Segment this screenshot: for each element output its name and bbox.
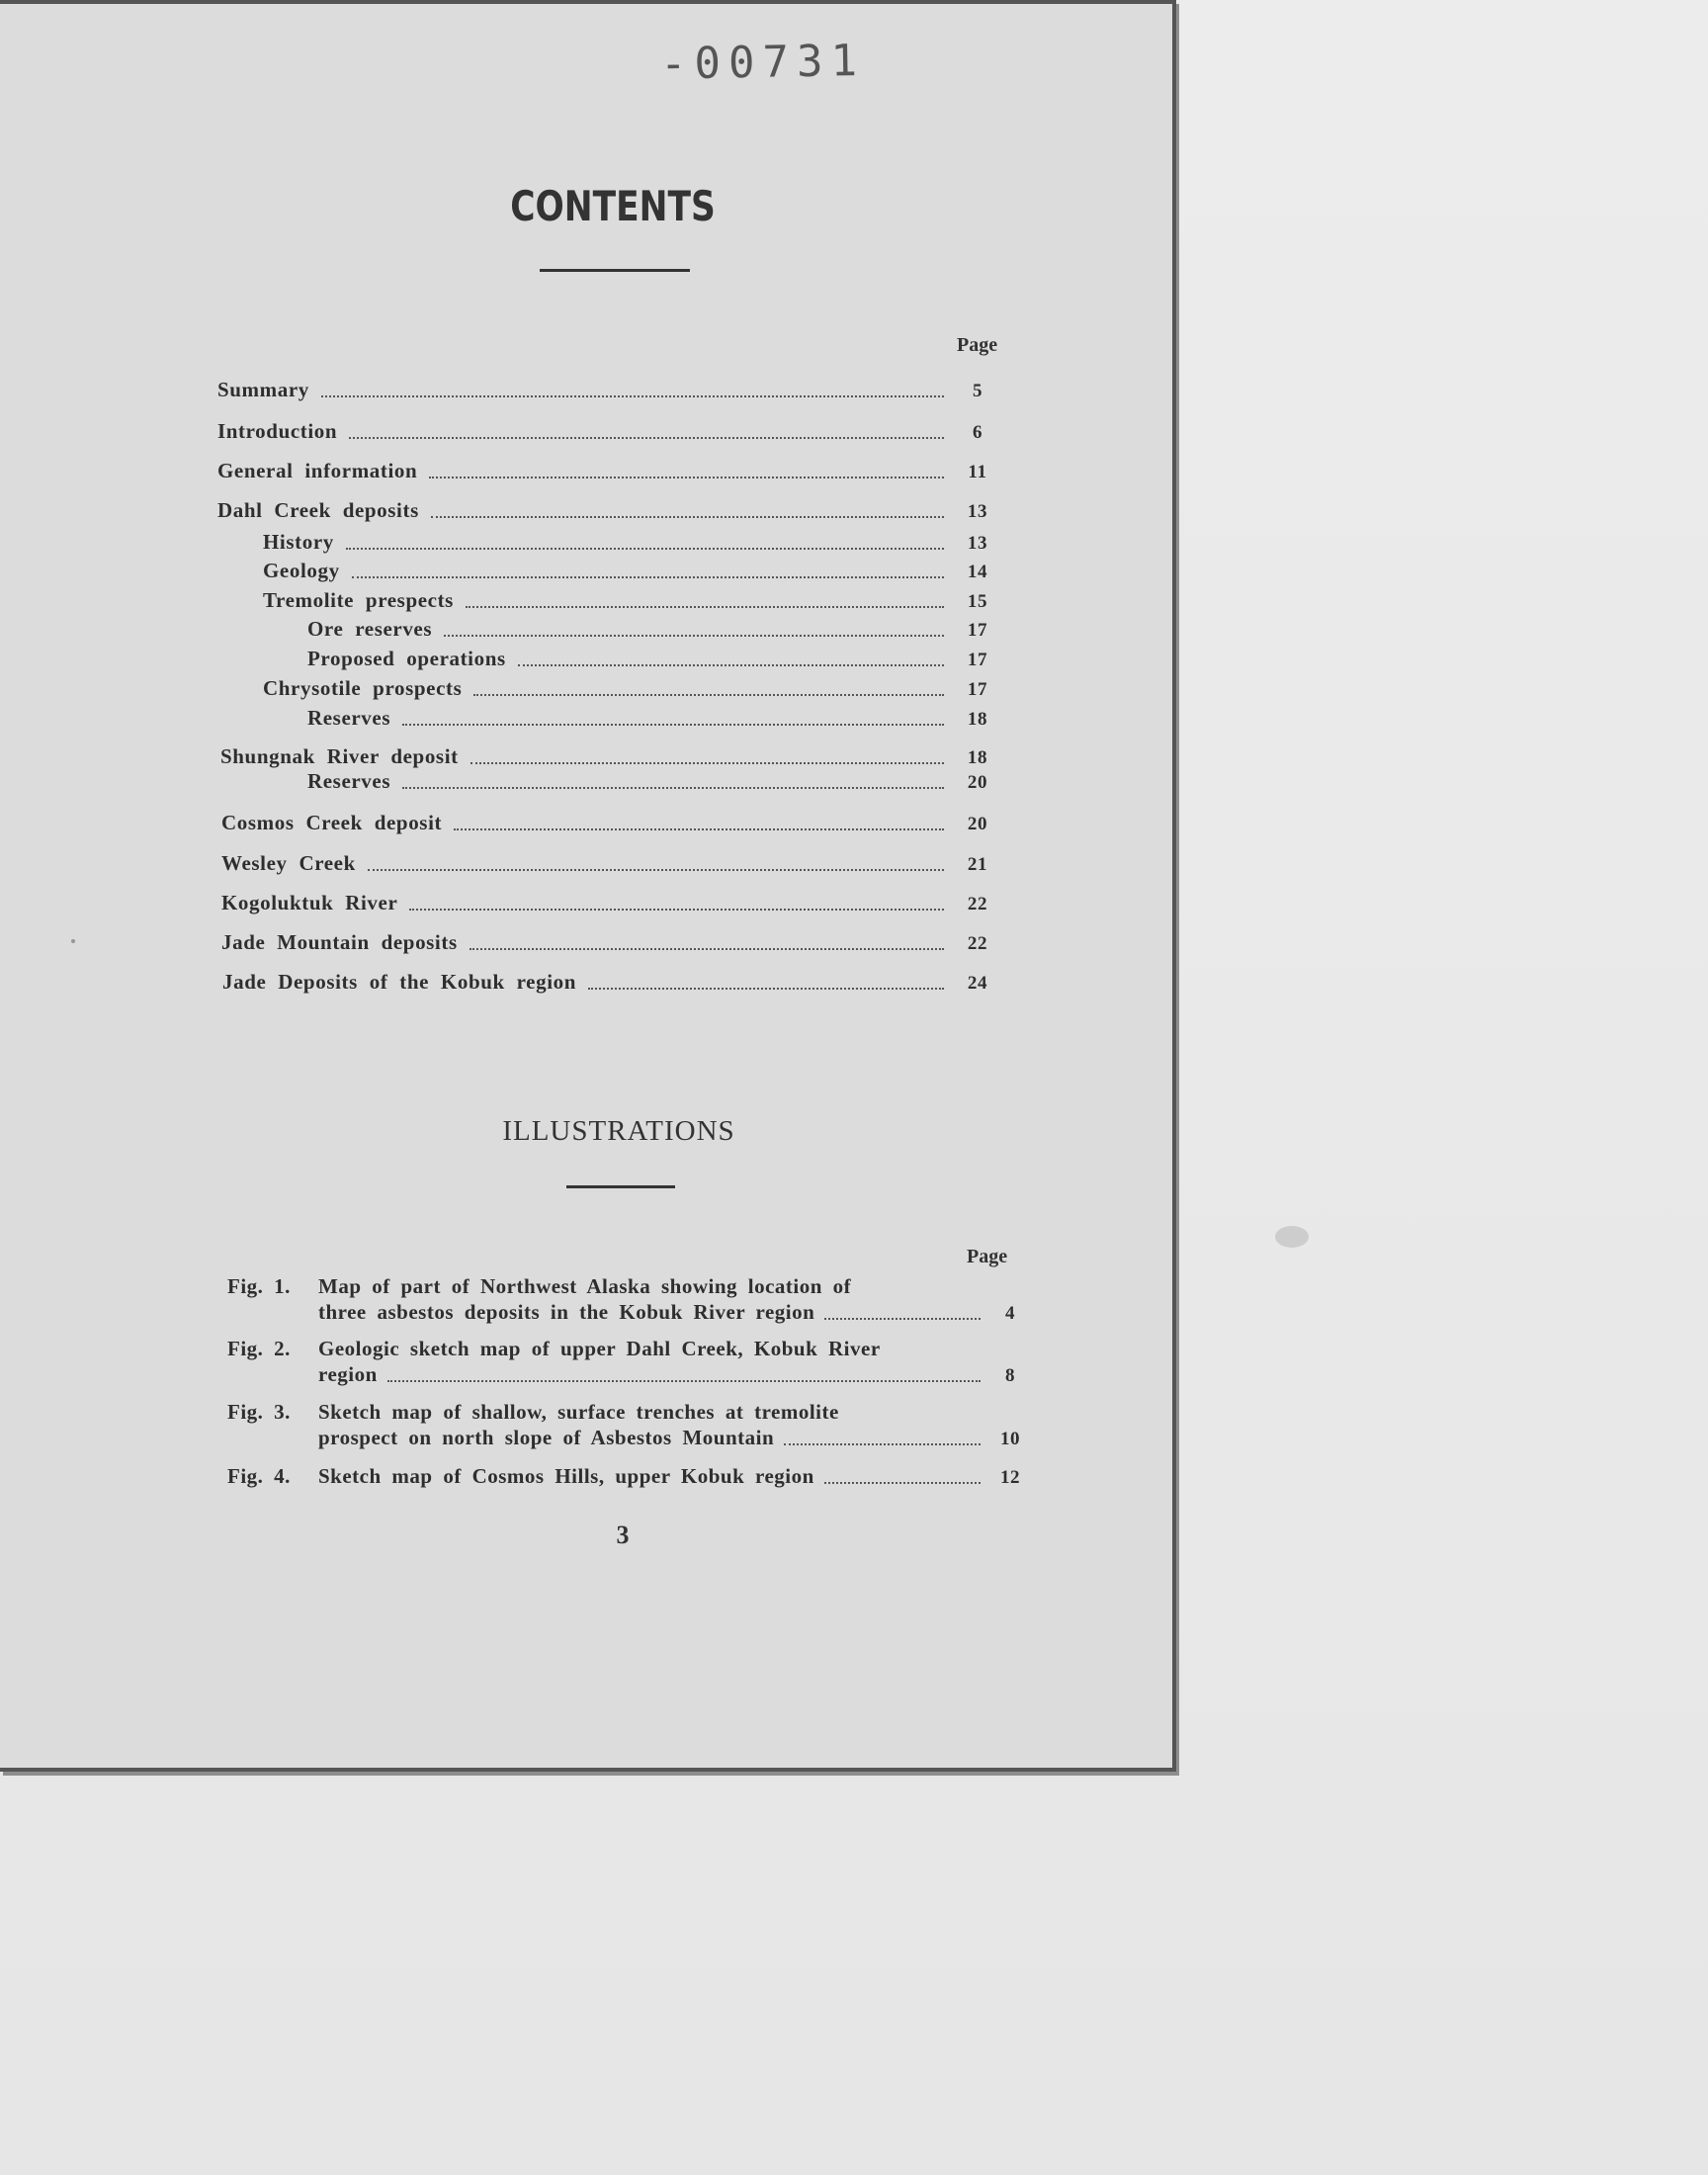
toc-entry-label: Wesley Creek [221, 851, 356, 875]
toc-entry-label: Tremolite prespects [263, 588, 454, 612]
figure-number: Fig. 3. [227, 1400, 291, 1424]
dot-leader [784, 1443, 981, 1445]
toc-entry-label: Ore reserves [307, 617, 433, 641]
contents-list [0, 0, 1172, 1038]
toc-entry-page: 11 [968, 462, 987, 482]
toc-entry-label: Cosmos Creek deposit [221, 811, 443, 834]
scan-speck [71, 939, 75, 943]
contents-page-column-label: Page [957, 334, 998, 356]
dot-leader [429, 477, 944, 478]
page-number: 3 [616, 1521, 630, 1549]
dot-leader [387, 1380, 981, 1382]
toc-entry [221, 890, 997, 915]
dot-leader [824, 1482, 981, 1484]
dot-leader [444, 635, 944, 637]
figure-page: 12 [1000, 1467, 1020, 1488]
toc-entry-label: Geology [263, 559, 340, 582]
toc-entry [217, 458, 997, 483]
figure-number: Fig. 2. [227, 1337, 291, 1360]
dot-leader [518, 664, 944, 666]
toc-entry-label: Jade Deposits of the Kobuk region [222, 970, 577, 994]
figure-number: Fig. 4. [227, 1464, 291, 1488]
figure-caption-line: Sketch map of Cosmos Hills, upper Kobuk region [318, 1464, 814, 1488]
scan-smudge [1275, 1226, 1309, 1248]
toc-entry [307, 768, 997, 794]
toc-entry-page: 13 [967, 533, 988, 554]
toc-entry [263, 587, 997, 613]
toc-entry [221, 810, 997, 835]
dot-leader [368, 869, 944, 871]
toc-entry [217, 377, 997, 402]
toc-entry-label: Shungnak River deposit [220, 744, 459, 768]
figure-caption-line: Map of part of Northwest Alaska showing location of [318, 1274, 852, 1298]
toc-entry [220, 743, 997, 769]
toc-entry-label: Jade Mountain deposits [221, 930, 458, 954]
figure-caption-line: region [318, 1362, 378, 1386]
toc-entry-label: Dahl Creek deposits [217, 498, 419, 522]
figure-entry [227, 1463, 1030, 1489]
dot-leader [588, 988, 944, 990]
toc-entry [307, 616, 997, 642]
toc-entry-page: 17 [967, 679, 988, 700]
figure-page: 4 [1005, 1303, 1015, 1324]
toc-entry-label: Reserves [307, 769, 391, 793]
toc-entry [221, 850, 997, 876]
toc-entry-page: 20 [967, 814, 988, 834]
toc-entry [263, 529, 997, 555]
toc-entry-label: Chrysotile prospects [263, 676, 463, 700]
toc-entry [222, 969, 997, 995]
dot-leader [473, 694, 944, 696]
toc-entry-page: 17 [967, 650, 988, 670]
figure-caption-line: prospect on north slope of Asbestos Mountain [318, 1426, 775, 1449]
toc-entry-label: Introduction [217, 419, 338, 443]
dot-leader [402, 724, 944, 726]
figure-caption-line: Sketch map of shallow, surface trenches at tremolite [318, 1400, 839, 1424]
toc-entry-page: 18 [967, 747, 988, 768]
figure-page: 10 [1000, 1429, 1020, 1449]
toc-entry-label: Summary [217, 378, 309, 401]
toc-entry-page: 6 [972, 422, 983, 443]
dot-leader [824, 1318, 981, 1320]
toc-entry-page: 22 [967, 933, 988, 954]
toc-entry-page: 22 [967, 894, 988, 914]
dot-leader [349, 437, 944, 439]
illustrations-title-rule [566, 1185, 675, 1188]
toc-entry-label: Reserves [307, 706, 391, 730]
dot-leader [454, 828, 944, 830]
toc-entry-label: Kogoluktuk River [221, 891, 398, 914]
figure-page: 8 [1005, 1365, 1015, 1386]
archive-stamp-number: -00731 [659, 35, 866, 90]
dot-leader [346, 548, 944, 550]
toc-entry-page: 17 [967, 620, 988, 641]
figure-caption-line: three asbestos deposits in the Kobuk River region [318, 1300, 815, 1324]
toc-entry [221, 929, 997, 955]
dot-leader [466, 606, 944, 608]
figure-caption-line: Geologic sketch map of upper Dahl Creek, Kobuk River [318, 1337, 881, 1360]
toc-entry-page: 5 [972, 381, 983, 401]
figure-entry [227, 1399, 1030, 1450]
toc-entry [307, 646, 997, 671]
figure-entry [227, 1273, 1030, 1325]
illustrations-page-column-label: Page [967, 1246, 1008, 1267]
figure-entry [227, 1336, 1030, 1387]
toc-entry-page: 14 [967, 562, 988, 582]
toc-entry [307, 705, 997, 731]
toc-entry [217, 497, 997, 523]
toc-entry-label: General information [217, 459, 418, 482]
toc-entry-page: 15 [967, 591, 988, 612]
toc-entry-page: 21 [967, 854, 988, 875]
toc-entry-page: 13 [967, 501, 988, 522]
dot-leader [352, 576, 944, 578]
dot-leader [402, 787, 944, 789]
dot-leader [409, 909, 944, 911]
figure-number: Fig. 1. [227, 1274, 291, 1298]
toc-entry [263, 675, 997, 701]
contents-title: CONTENTS [510, 182, 716, 230]
dot-leader [321, 395, 944, 397]
dot-leader [470, 948, 944, 950]
dot-leader [470, 762, 944, 764]
toc-entry-label: Proposed operations [307, 647, 506, 670]
toc-entry [263, 558, 997, 583]
dot-leader [431, 516, 944, 518]
toc-entry-label: History [263, 530, 334, 554]
toc-entry-page: 24 [967, 973, 988, 994]
toc-entry-page: 20 [967, 772, 988, 793]
toc-entry [217, 418, 997, 444]
illustrations-title: ILLUSTRATIONS [502, 1115, 735, 1147]
toc-entry-page: 18 [967, 709, 988, 730]
